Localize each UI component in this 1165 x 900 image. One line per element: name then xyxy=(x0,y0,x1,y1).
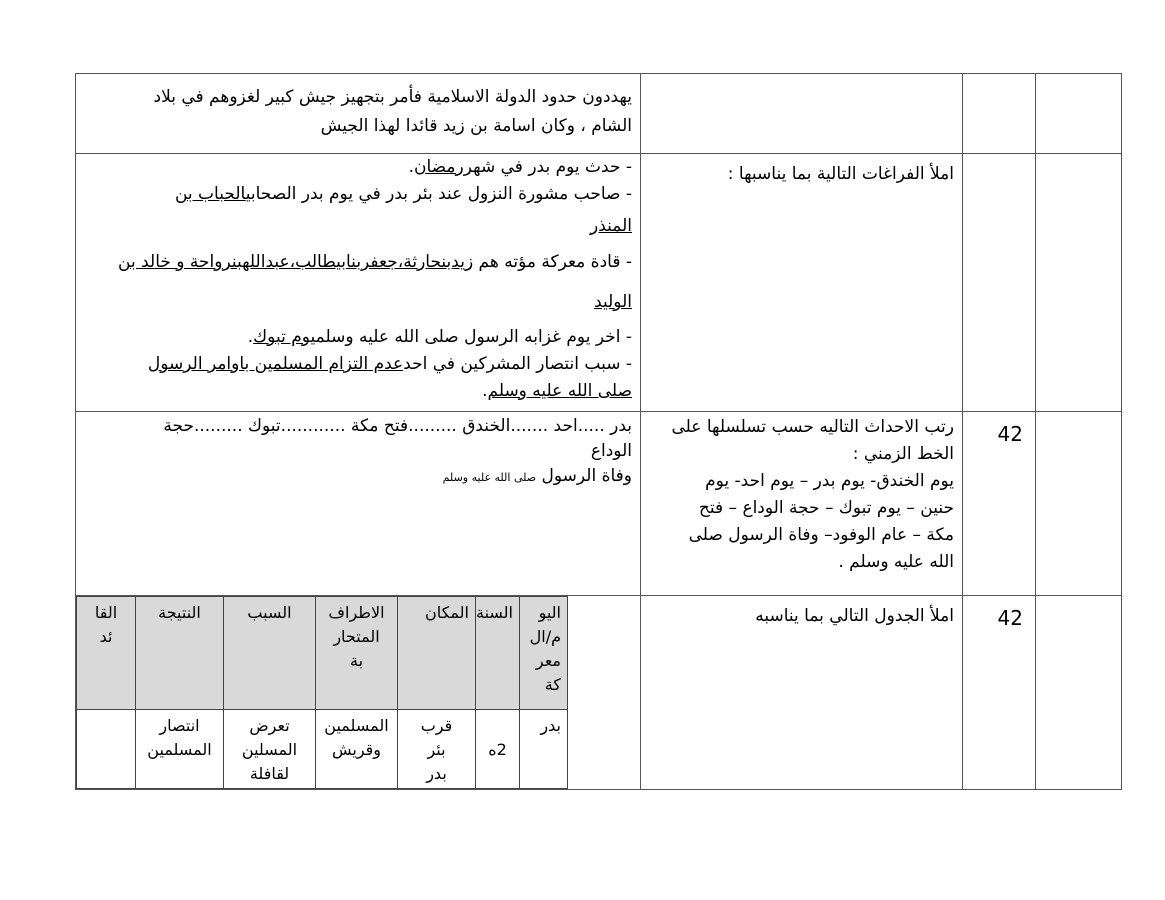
question-cell xyxy=(641,74,963,154)
fill-line: - اخر يوم غزابه الرسول صلى الله عليه وسلميوم تبوك. xyxy=(247,327,632,347)
number-cell xyxy=(963,412,1036,596)
question-number: 42 xyxy=(997,606,1023,630)
question-cell: رتب الاحداث التاليه حسب تسلسلها على الخط الزمني : يوم الخندق- يوم بدر – يوم احد- يوم حنين – يوم تبوك – حجة الوداع – فتح مكة – عام الوفود– وفاة الرسول صلى الله عليه وسلم . xyxy=(641,412,963,596)
number-cell xyxy=(963,596,1036,790)
question-text: املأ الفراغات التالية بما يناسبها : xyxy=(727,164,954,184)
worksheet-table xyxy=(75,73,1122,790)
question-text: املأ الجدول التالي بما يناسبه xyxy=(755,606,954,626)
header-cell: النتيجة xyxy=(136,597,224,710)
table-row xyxy=(76,74,1122,154)
table-cell: بدر xyxy=(520,710,568,789)
number-cell xyxy=(963,154,1036,412)
fill-line xyxy=(84,208,632,244)
table-cell: تعرض المسلين لقافلة xyxy=(224,710,316,789)
fill-line: - صاحب مشورة النزول عند بئر بدر في يوم بدر الصحابيالحباب بن xyxy=(174,184,632,204)
answer-cell xyxy=(76,74,641,154)
table-row xyxy=(76,596,1122,790)
fill-line: - سبب انتصار المشركين في احدعدم التزام المسلمين باوامر الرسول xyxy=(147,354,632,374)
header-cell: السنة xyxy=(476,597,520,710)
question-number: 42 xyxy=(997,422,1023,446)
answer-underlined: يوم تبوك xyxy=(253,327,316,347)
answer-underlined: صلى الله عليه وسلم xyxy=(487,381,632,401)
blank-cell xyxy=(1036,154,1122,412)
header-cell: اليو م/ال معر كة xyxy=(520,597,568,710)
answer-underlined: عدم التزام المسلمين باوامر الرسول xyxy=(147,354,404,374)
blank-cell xyxy=(1036,596,1122,790)
table-cell: 2ه xyxy=(476,710,520,789)
answer-underlined: المنذر xyxy=(590,216,632,236)
table-row xyxy=(76,154,1122,412)
table-cell: قرب بئر بدر xyxy=(398,710,476,789)
blank-cell xyxy=(1036,412,1122,596)
table-cell xyxy=(77,710,136,789)
table-row xyxy=(76,412,1122,596)
table-cell: المسلمين وقريش xyxy=(316,710,398,789)
battle-table-row xyxy=(77,710,568,789)
header-cell: الاطراف المتحار بة xyxy=(316,597,398,710)
question-cell xyxy=(641,596,963,790)
battle-table xyxy=(76,596,568,789)
fill-line: - حدث يوم بدر في شهررمضان. xyxy=(408,157,632,177)
timeline-answer: بدر .....احد .......الخندق .........فتح مكة ............تبوك .........حجة xyxy=(163,416,632,436)
header-cell: القا ئد xyxy=(77,597,136,710)
answer-underlined: الحباب بن xyxy=(174,184,246,204)
table-cell: انتصار المسلمين xyxy=(136,710,224,789)
answer-cell xyxy=(76,154,641,412)
header-cell: المكان xyxy=(398,597,476,710)
fill-line xyxy=(84,280,632,324)
fill-line: - قادة معركة مؤته هم زيدبنحارثة،جعفربنابيطالب،عبداللهبنرواحة و خالد بن xyxy=(118,252,632,272)
answer-underlined: رمضان xyxy=(414,157,464,177)
answer-cell: بدر .....احد .......الخندق .........فتح مكة ............تبوك .........حجة الوداع وفاة الرسول صلى الله عليه وسلم xyxy=(76,412,641,596)
question-cell xyxy=(641,154,963,412)
answer-line: الشام ، وكان اسامة بن زيد قائدا لهذا الجيش xyxy=(320,116,632,136)
number-cell xyxy=(963,74,1036,154)
answer-underlined: زيدبنحارثة،جعفربنابيطالب،عبداللهبنرواحة و خالد بن xyxy=(118,252,474,272)
battle-table-header xyxy=(77,597,568,710)
answer-cell xyxy=(76,596,641,790)
header-cell: السبب xyxy=(224,597,316,710)
blank-cell xyxy=(1036,74,1122,154)
answer-underlined: الوليد xyxy=(594,292,632,312)
answer-line: يهددون حدود الدولة الاسلامية فأمر بتجهيز جيش كبير لغزوهم في بلاد xyxy=(153,87,632,107)
fill-line: صلى الله عليه وسلم. xyxy=(482,381,632,401)
